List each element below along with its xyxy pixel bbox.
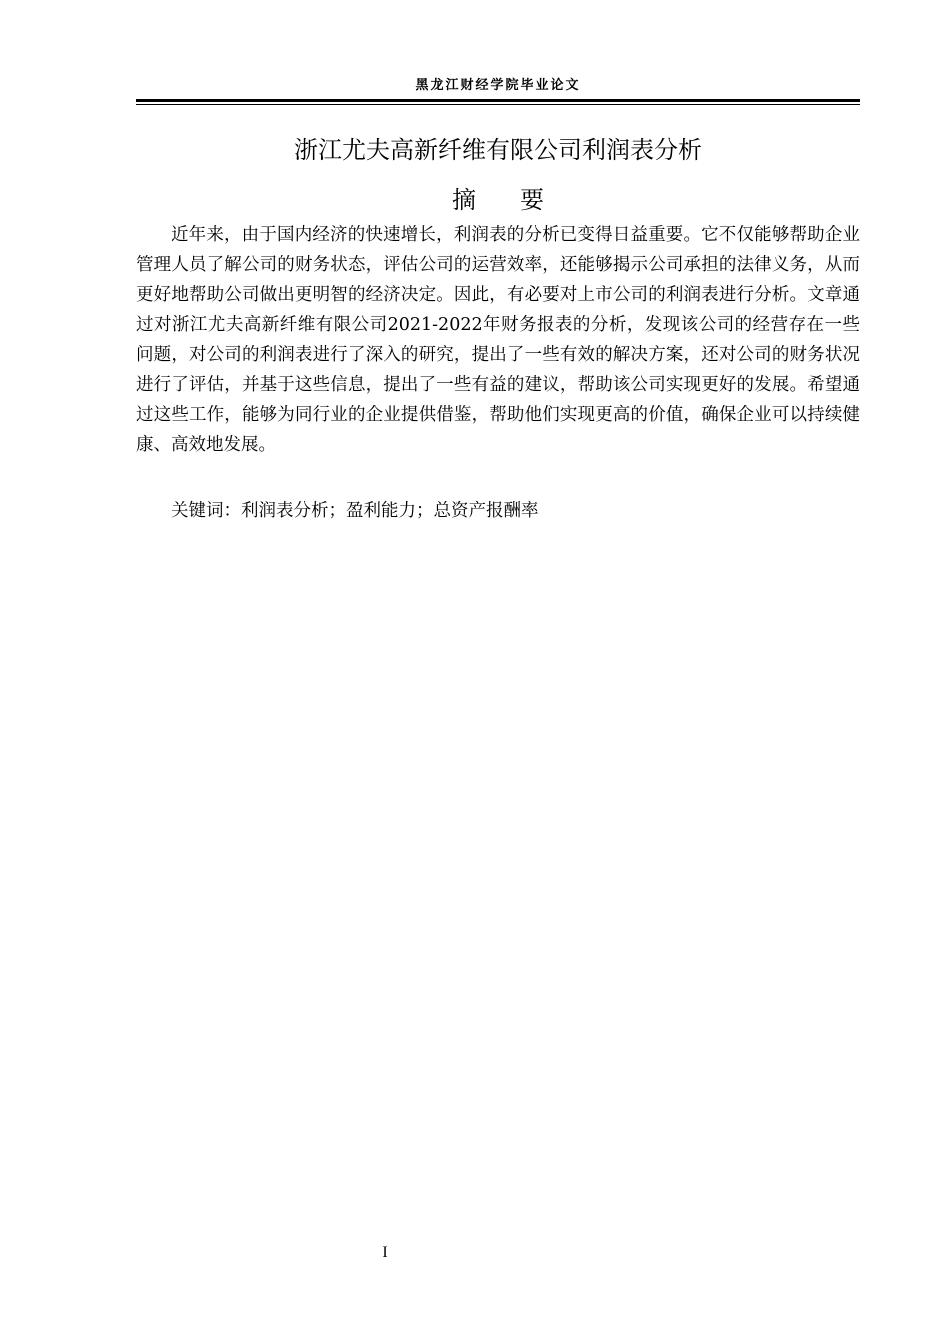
keywords-line — [136, 496, 860, 526]
paper-title: 浙江尤夫高新纤维有限公司利润表分析 — [294, 136, 702, 164]
abstract-heading-right: 要 — [520, 186, 544, 214]
page-number: I — [382, 1244, 388, 1261]
header-rule-thick — [136, 99, 860, 102]
abstract-heading — [136, 183, 860, 217]
running-header: 黑龙江财经学院毕业论文 — [415, 78, 581, 93]
header-rule-thin — [136, 104, 860, 105]
keywords-label: 关键词： — [171, 501, 241, 521]
keywords-value: 利润表分析；盈利能力；总资产报酬率 — [241, 501, 539, 521]
abstract-body: 近年来，由于国内经济的快速增长，利润表的分析已变得日益重要。它不仅能够帮助企业管理人员了解公司的财务状态，评估公司的运营效率，还能够揭示公司承担的法律义务，从而更好地帮助公司做出更明智的经济决定。因此，有必要对上市公司的利润表进行分析。文章通过对浙江尤夫高新纤维有限公司2021-2022年财务报表的分析，发现该公司的经营存在一些问题，对公司的利润表进行了深入的研究，提出了一些有效的解决方案，还对公司的财务状况进行了评估，并基于这些信息，提出了一些有益的建议，帮助该公司实现更好的发展。希望通过这些工作，能够为同行业的企业提供借鉴，帮助他们实现更高的价值，确保企业可以持续健康、高效地发展。 — [136, 225, 860, 455]
abstract-heading-left: 摘 — [452, 186, 476, 214]
